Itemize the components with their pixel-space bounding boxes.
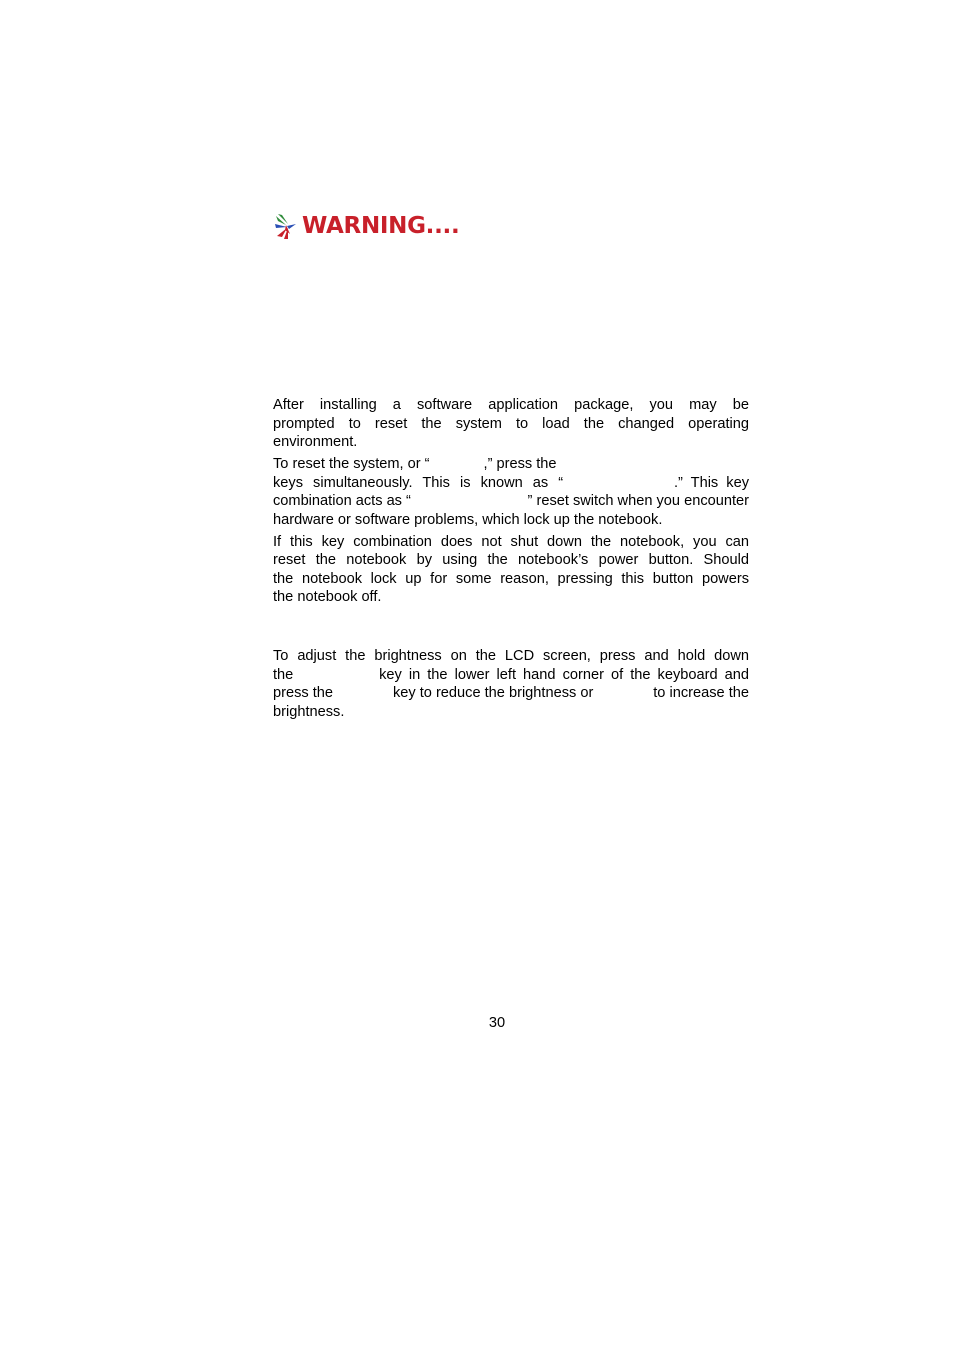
text-line: If this key combination does not shut down the notebook, you can (273, 533, 749, 550)
text-line: To adjust the brightness on the LCD screen, press and hold down (273, 648, 749, 664)
text-line (273, 474, 749, 493)
text-fragment: To reset the system, or “ (273, 456, 430, 472)
text-line: the notebook off. (273, 589, 382, 605)
warning-title: WARNING.... (302, 213, 460, 239)
text-fragment: ” reset switch when you encounter (527, 493, 749, 509)
text-fragment: press the (273, 685, 334, 701)
brightness-section (273, 647, 749, 725)
text-fragment: the (273, 666, 294, 683)
text-line (273, 666, 749, 685)
reset-intro-paragraph (273, 396, 749, 452)
text-fragment: key in the lower left hand corner of the keyboard and (379, 666, 749, 683)
text-line: brightness. (273, 703, 345, 720)
text-line: After installing a software application package, you may be (273, 397, 749, 413)
text-line: prompted to reset the system to load the changed operating (273, 415, 749, 432)
text-line: hardware or software problems, which lock up the notebook. (273, 511, 663, 528)
reset-power-button-paragraph (273, 533, 749, 607)
brightness-paragraph (273, 647, 749, 721)
warning-sparkle-icon (274, 212, 298, 240)
text-fragment: combination acts as “ (273, 493, 411, 509)
text-fragment: key to reduce the brightness or (392, 685, 594, 701)
text-fragment: ,” press the (483, 456, 557, 472)
reset-section (273, 396, 749, 610)
text-fragment: keys simultaneously. This is known as “ (273, 474, 564, 491)
reset-instructions-paragraph (273, 455, 749, 529)
text-line (273, 455, 749, 474)
warning-heading (274, 210, 459, 242)
text-line: the notebook lock up for some reason, pressing this button powers (273, 570, 749, 587)
text-fragment: to increase the (653, 685, 749, 701)
text-line: reset the notebook by using the notebook’s power button. Should (273, 552, 749, 568)
page-number: 30 (488, 1015, 506, 1031)
text-line (273, 684, 749, 703)
text-line: environment. (273, 434, 358, 450)
text-line (273, 492, 749, 511)
text-fragment: .” This key (673, 474, 749, 491)
